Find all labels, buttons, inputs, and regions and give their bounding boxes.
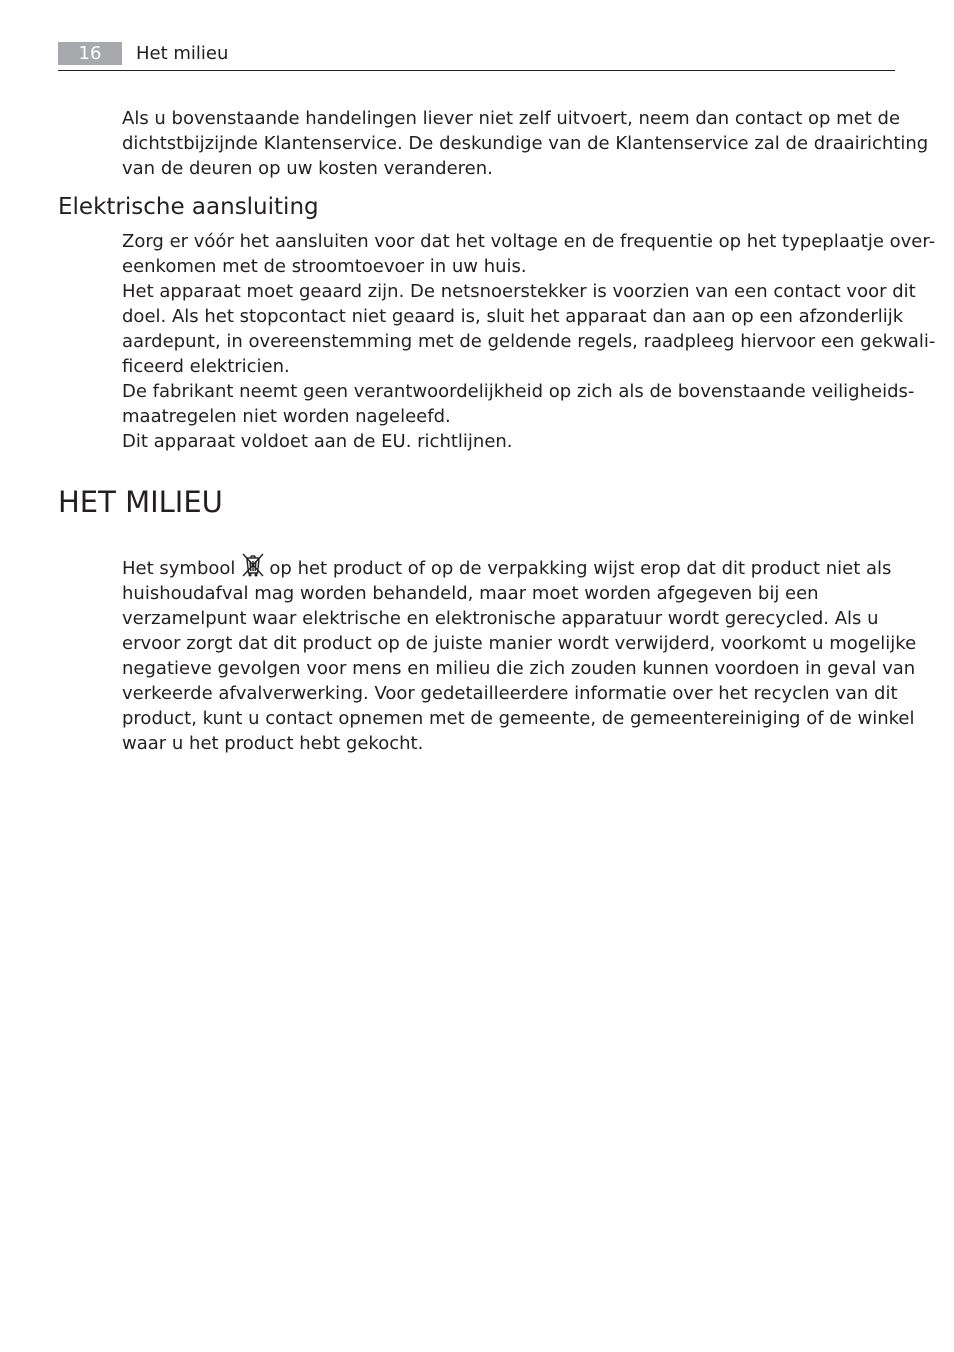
environment-line: verkeerde afvalverwerking. Voor gedetailleerdere informatie over het recyclen van dit	[122, 683, 898, 704]
environment-heading: HET MILIEU	[58, 485, 223, 519]
header-section-title: Het milieu	[136, 43, 229, 64]
electrical-line: Het apparaat moet geaard zijn. De netsnoerstekker is voorzien van een contact voor dit	[122, 281, 916, 302]
electrical-line: aardepunt, in overeenstemming met de geldende regels, raadpleeg hiervoor een gekwali-	[122, 331, 936, 352]
intro-line: Als u bovenstaande handelingen liever niet zelf uitvoert, neem dan contact op met de	[122, 108, 901, 129]
environment-line: verzamelpunt waar elektrische en elektronische apparatuur wordt gerecycled. Als u	[122, 608, 879, 629]
electrical-line: De fabrikant neemt geen verantwoordelijkheid op zich als de bovenstaande veiligheids-	[122, 381, 915, 402]
environment-first-line	[122, 552, 894, 581]
intro-line: van de deuren op uw kosten veranderen.	[122, 158, 493, 179]
page-number: 16	[58, 42, 122, 65]
electrical-line: Dit apparaat voldoet aan de EU. richtlijnen.	[122, 431, 513, 452]
environment-paragraph	[122, 552, 917, 756]
page-header	[58, 42, 895, 71]
environment-line: product, kunt u contact opnemen met de gemeente, de gemeentereiniging of de winkel	[122, 708, 915, 729]
intro-paragraph	[122, 106, 929, 181]
environment-line: huishoudafval mag worden behandeld, maar moet worden afgegeven bij een	[122, 583, 819, 604]
electrical-paragraph	[122, 229, 936, 454]
symbol-text-after: op het product of op de verpakking wijst erop dat dit product niet als	[269, 558, 892, 579]
electrical-line: eenkomen met de stroomtoevoer in uw huis.	[122, 256, 527, 277]
electrical-line: Zorg er vóór het aansluiten voor dat het voltage en de frequentie op het typeplaatje over-	[122, 231, 936, 252]
environment-line: waar u het product hebt gekocht.	[122, 733, 424, 754]
electrical-heading: Elektrische aansluiting	[58, 194, 319, 220]
electrical-line: ficeerd elektricien.	[122, 356, 290, 377]
intro-line: dichtstbijzijnde Klantenservice. De deskundige van de Klantenservice zal de draairichting	[122, 133, 929, 154]
environment-line: negatieve gevolgen voor mens en milieu die zich zouden kunnen voordoen in geval van	[122, 658, 916, 679]
environment-line: ervoor zorgt dat dit product op de juiste manier wordt verwijderd, voorkomt u mogelijke	[122, 633, 917, 654]
electrical-line: doel. Als het stopcontact niet geaard is, sluit het apparaat dan aan op een afzonderlijk	[122, 306, 904, 327]
symbol-text-before: Het symbool	[122, 558, 236, 579]
electrical-line: maatregelen niet worden nageleefd.	[122, 406, 451, 427]
crossed-out-wheelie-bin-icon	[241, 552, 265, 578]
